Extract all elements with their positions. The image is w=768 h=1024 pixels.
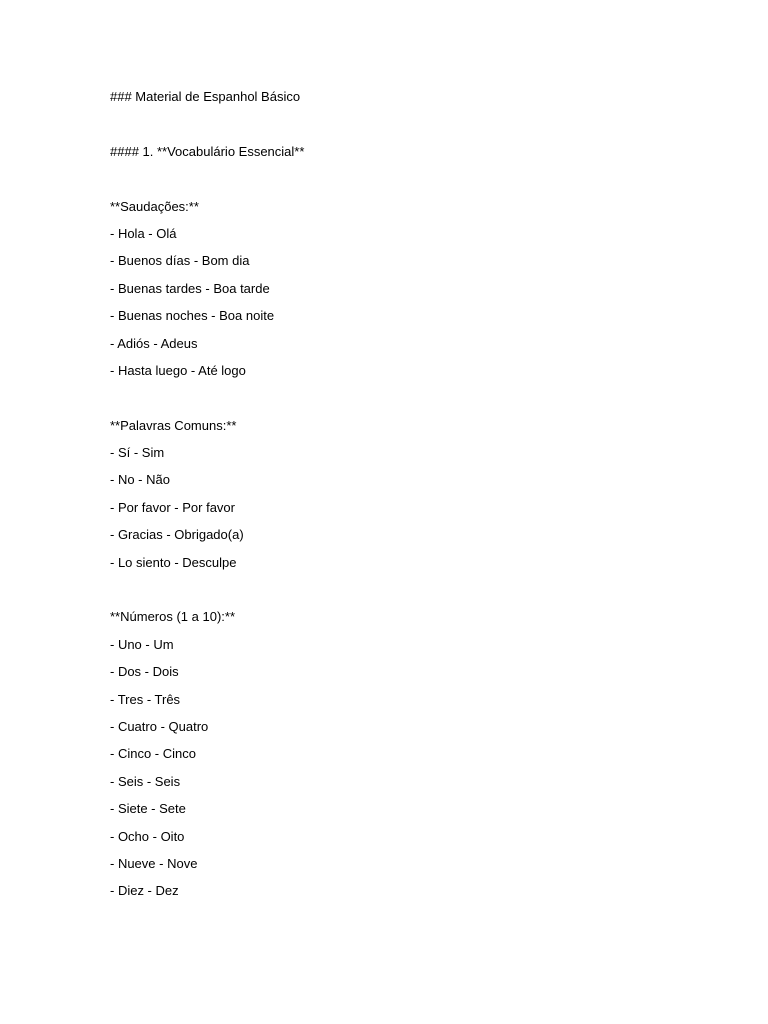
numbers-item: - Nueve - Nove [110,855,198,871]
numbers-item: - Seis - Seis [110,773,181,789]
numbers-item: - Cinco - Cinco [110,746,196,762]
greetings-heading: **Saudações:** [110,198,199,214]
numbers-item: - Diez - Dez [110,883,179,899]
greetings-item: - Buenas noches - Boa noite [110,308,275,324]
blank-line [110,110,670,137]
blank-line [110,165,670,192]
greetings-item: - Buenas tardes - Boa tarde [110,280,270,296]
numbers-item: - Uno - Um [110,636,174,652]
greetings-item: - Hasta luego - Até logo [110,362,246,378]
common-words-item: - Gracias - Obrigado(a) [110,527,244,543]
numbers-item: - Ocho - Oito [110,828,185,844]
section-heading: #### 1. **Vocabulário Essencial** [110,143,305,159]
common-words-item: - Por favor - Por favor [110,499,235,515]
greetings-item: - Buenos días - Bom dia [110,253,250,269]
common-words-item: - Lo siento - Desculpe [110,554,237,570]
numbers-item: - Cuatro - Quatro [110,718,209,734]
numbers-heading: **Números (1 a 10):** [110,609,235,625]
greetings-item: - Adiós - Adeus [110,335,198,351]
blank-line [110,384,670,411]
numbers-item: - Siete - Sete [110,801,186,817]
common-words-item: - Sí - Sim [110,445,165,461]
blank-line [110,576,670,603]
common-words-heading: **Palavras Comuns:** [110,417,237,433]
document-title: ### Material de Espanhol Básico [110,89,301,104]
document-body [110,83,670,905]
numbers-item: - Dos - Dois [110,664,179,680]
common-words-item: - No - Não [110,472,170,488]
greetings-item: - Hola - Olá [110,225,177,241]
numbers-item: - Tres - Três [110,691,181,707]
